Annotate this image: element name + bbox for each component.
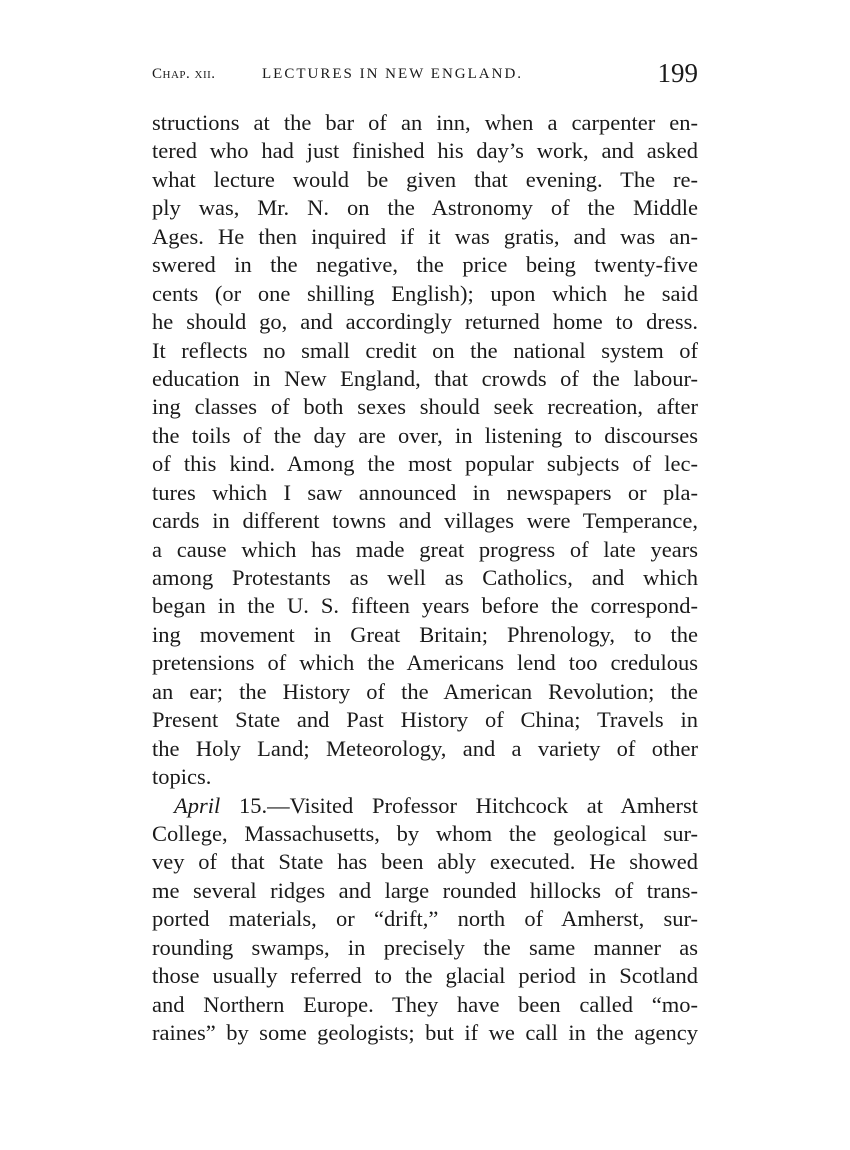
text-line: pretensions of which the Americans lend too credulous xyxy=(152,650,698,676)
text-line: cents (or one shilling English); upon which he said xyxy=(152,280,698,306)
text-line: among Protestants as well as Catholics, and which xyxy=(152,565,698,590)
text-line: tures which I saw announced in newspapers or pla- xyxy=(152,479,698,505)
text-line: Present State and Past History of China; Travels in xyxy=(152,707,698,733)
text-line: vey of that State has been ably executed. He showed xyxy=(152,849,698,875)
chapter-label: Chap. xii. xyxy=(152,66,216,82)
text-line: an ear; the History of the American Revolution; the xyxy=(152,678,698,704)
text-line: of this kind. Among the most popular subjects of lec- xyxy=(152,451,698,477)
text-line: those usually referred to the glacial period in Scotland xyxy=(152,963,698,989)
body-text xyxy=(152,109,698,1047)
text-line: ply was, Mr. N. on the Astronomy of the Middle xyxy=(152,195,698,221)
paragraph-opening-line xyxy=(152,792,698,820)
text-line: education in New England, that crowds of the labour- xyxy=(152,365,698,391)
text-line: began in the U. S. fifteen years before the correspond- xyxy=(152,593,698,619)
text-line: what lecture would be given that evening. The re- xyxy=(152,166,698,192)
text-line: ing movement in Great Britain; Phrenology, to the xyxy=(152,621,698,647)
text-line: topics. xyxy=(152,764,212,790)
text-line: College, Massachusetts, by whom the geological sur- xyxy=(152,820,698,846)
text-line: rounding swamps, in precisely the same manner as xyxy=(152,934,698,960)
running-head xyxy=(152,58,698,88)
page-number: 199 xyxy=(657,58,698,88)
text-line: and Northern Europe. They have been called “mo- xyxy=(152,991,698,1017)
text-line: the Holy Land; Meteorology, and a variety of other xyxy=(152,735,698,761)
text-line: swered in the negative, the price being twenty-five xyxy=(152,252,698,278)
text-line: structions at the bar of an inn, when a carpenter en- xyxy=(152,110,698,135)
text-line: raines” by some geologists; but if we call in the agency xyxy=(152,1020,698,1045)
text-line: ported materials, or “drift,” north of Amherst, sur- xyxy=(152,906,698,932)
text-line: It reflects no small credit on the national system of xyxy=(152,337,698,363)
text-line: he should go, and accordingly returned home to dress. xyxy=(152,309,698,335)
text-line: Ages. He then inquired if it was gratis, and was an- xyxy=(152,223,698,249)
text-line: cards in different towns and villages were Temperance, xyxy=(152,508,698,534)
running-title: LECTURES IN NEW ENGLAND. xyxy=(262,66,524,82)
entry-date-month: April xyxy=(174,792,221,818)
text-line: the toils of the day are over, in listening to discourses xyxy=(152,422,698,448)
text-line: ing classes of both sexes should seek recreation, after xyxy=(152,394,698,420)
text-line: a cause which has made great progress of late years xyxy=(152,536,698,562)
text-line: me several ridges and large rounded hillocks of trans- xyxy=(152,877,698,903)
entry-opening-text: 15.—Visited Professor Hitchcock at Amherst xyxy=(220,792,698,818)
text-line: tered who had just finished his day’s work, and asked xyxy=(152,138,698,164)
